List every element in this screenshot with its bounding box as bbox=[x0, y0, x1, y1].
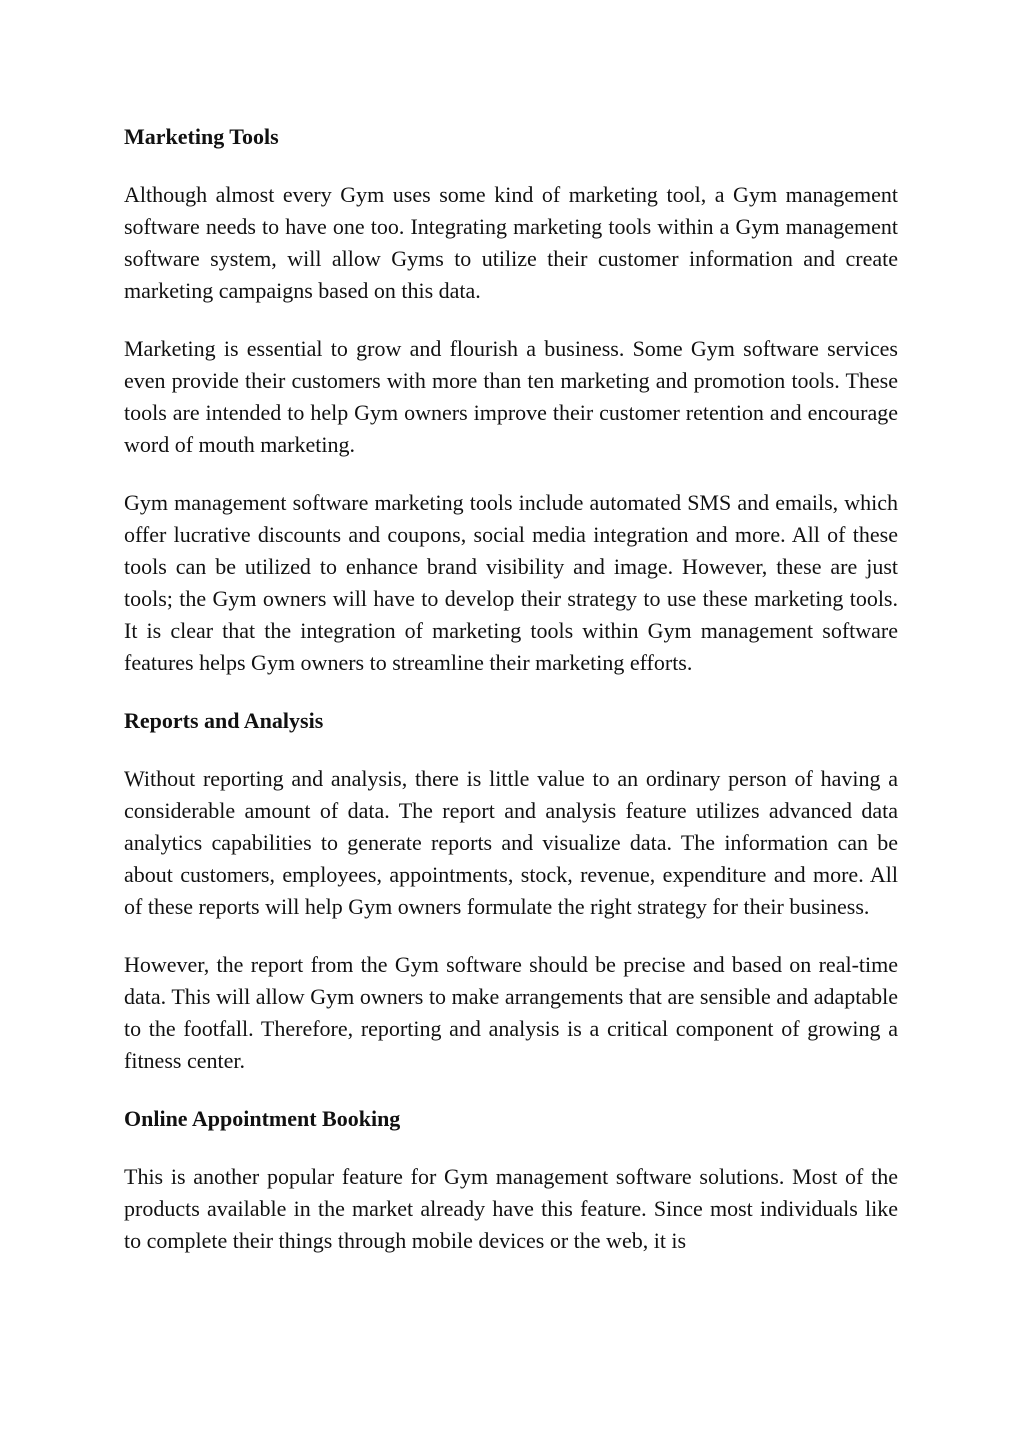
document-page bbox=[124, 121, 898, 1257]
section-heading: Reports and Analysis bbox=[124, 708, 324, 733]
section-online-appointment-booking bbox=[124, 1103, 898, 1257]
paragraph: However, the report from the Gym software should be precise and based on real-time data. This will allow Gym owners to make arrangements that are sensible and adaptable to the footfall. Therefore, reporting and analysis is a critical component of growing a fitness center. bbox=[124, 952, 898, 1073]
section-heading: Online Appointment Booking bbox=[124, 1106, 401, 1131]
paragraph: Gym management software marketing tools include automated SMS and emails, which offer lucrative discounts and coupons, social media integration and more. All of these tools can be utilized to enhance brand visibility and image. However, these are just tools; the Gym owners will have to develop their strategy to use these marketing tools. It is clear that the integration of marketing tools within Gym management software features helps Gym owners to streamline their marketing efforts. bbox=[124, 490, 898, 675]
paragraph: Although almost every Gym uses some kind of marketing tool, a Gym management software needs to have one too. Integrating marketing tools within a Gym management software system, will allow Gyms to utilize their customer information and create marketing campaigns based on this data. bbox=[124, 182, 898, 303]
paragraph: Marketing is essential to grow and flourish a business. Some Gym software services even provide their customers with more than ten marketing and promotion tools. These tools are intended to help Gym owners improve their customer retention and encourage word of mouth marketing. bbox=[124, 336, 898, 457]
section-reports-and-analysis bbox=[124, 705, 898, 1077]
paragraph: This is another popular feature for Gym management software solutions. Most of the products available in the market already have this feature. Since most individuals like to complete their things through mobile devices or the web, it is bbox=[124, 1164, 898, 1253]
section-heading: Marketing Tools bbox=[124, 124, 279, 149]
section-marketing-tools bbox=[124, 121, 898, 679]
paragraph: Without reporting and analysis, there is little value to an ordinary person of having a considerable amount of data. The report and analysis feature utilizes advanced data analytics capabilities to generate reports and visualize data. The information can be about customers, employees, appointments, stock, revenue, expenditure and more. All of these reports will help Gym owners formulate the right strategy for their business. bbox=[124, 766, 898, 919]
